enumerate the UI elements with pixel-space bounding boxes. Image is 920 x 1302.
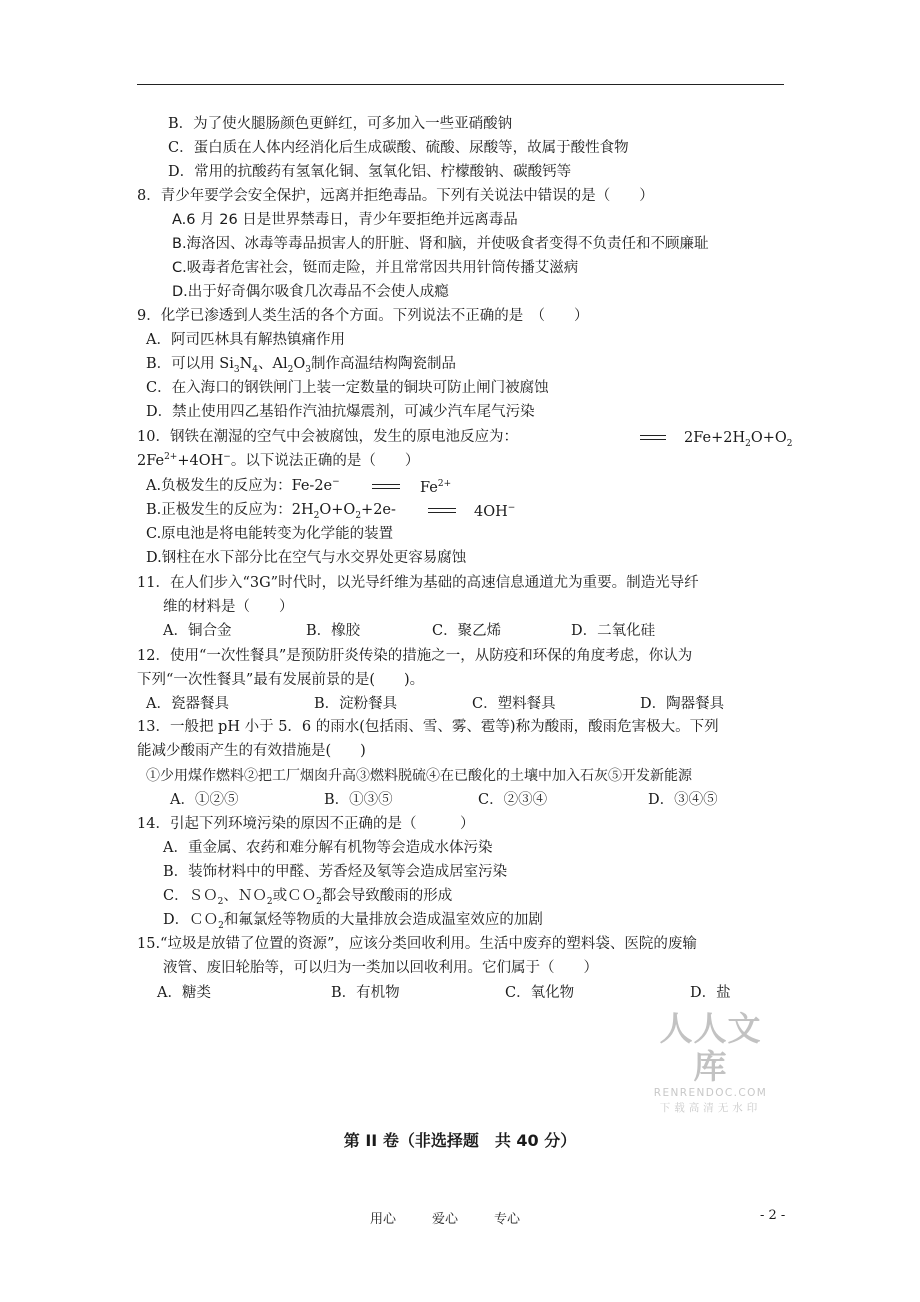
q13-option-c: C．②③④	[478, 792, 548, 808]
page-number: - 2 -	[760, 1208, 786, 1223]
q13-stem: 13．一般把 pH 小于 5．6 的雨水(包括雨、雪、雾、雹等)称为酸雨，酸雨危害极大。下列	[137, 719, 719, 735]
q8-option-c: C.吸毒者危害社会，铤而走险，并且常常因共用针筒传播艾滋病	[172, 260, 579, 276]
q14-stem: 14．引起下列环境污染的原因不正确的是（ ）	[137, 816, 475, 832]
footer-word-2: 爱心	[432, 1212, 459, 1227]
equation-sign	[640, 435, 666, 440]
q13-option-d: D．③④⑤	[648, 792, 718, 808]
q11-option-a: A．铜合金	[163, 623, 232, 639]
q8-option-d: D.出于好奇偶尔吸食几次毒品不会使人成瘾	[172, 284, 449, 300]
section-title: 第 II 卷（非选择题 共 40 分）	[343, 1131, 577, 1150]
q12-option-a: A．瓷器餐具	[146, 696, 229, 712]
q15-option-c: C．氧化物	[505, 985, 575, 1001]
q14-option-c: C．ＳＯ$_2$、ＮＯ$_2$或ＣＯ$_2$都会导致酸雨的形成	[163, 888, 453, 907]
q13-stem-line2: 能减少酸雨产生的有效措施是( )	[137, 743, 366, 759]
q12-option-c: C．塑料餐具	[472, 696, 556, 712]
q15-stem: 15.“垃圾是放错了位置的资源”，应该分类回收利用。生活中废弃的塑料袋、医院的废输	[137, 936, 697, 952]
q13-measures: ①少用煤作燃料②把工厂烟囱升高③燃料脱硫④在已酸化的土壤中加入石灰⑤开发新能源	[146, 768, 692, 784]
watermark	[648, 1010, 773, 1116]
header-rule	[137, 84, 784, 85]
q11-option-c: C．聚乙烯	[432, 623, 502, 639]
watermark-url: RENRENDOC.COM	[653, 1087, 768, 1099]
q13-option-b: B．①③⑤	[324, 792, 393, 808]
q10-option-d: D.钢柱在水下部分比在空气与水交界处更容易腐蚀	[146, 550, 467, 566]
q13-option-a: A．①②⑤	[170, 792, 239, 808]
q10-option-b-product: 4OH−	[474, 503, 516, 520]
q11-option-b: B．橡胶	[306, 623, 361, 639]
q12-stem: 12．使用“一次性餐具”是预防肝炎传染的措施之一，从防疫和环保的角度考虑，你认为	[137, 648, 693, 664]
q12-option-b: B．淀粉餐具	[314, 696, 398, 712]
q8-option-b: B.海洛因、冰毒等毒品损害人的肝脏、肾和脑，并使吸食者变得不负责任和不顾廉耻	[172, 236, 709, 252]
watermark-title: 人人文库	[659, 1009, 762, 1086]
footer-word-1: 用心	[370, 1212, 397, 1227]
equation-sign	[428, 508, 456, 513]
q15-stem-line2: 液管、废旧轮胎等，可以归为一类加以回收利用。它们属于（ ）	[163, 960, 598, 976]
q8-stem: 8．青少年要学会安全保护，远离并拒绝毒品。下列有关说法中错误的是（ ）	[137, 188, 654, 204]
q10-option-a: A.负极发生的反应为：Fe-2e−	[146, 477, 340, 494]
q15-option-a: A．糖类	[157, 985, 211, 1001]
q12-option-d: D．陶器餐具	[640, 696, 725, 712]
q10-option-a-product: $Fe^{2+}$	[420, 479, 452, 496]
q9-option-d: D．禁止使用四乙基铅作汽油抗爆震剂，可减少汽车尾气污染	[146, 404, 535, 420]
q10-option-b: B.正极发生的反应为：$2H_2O+O_2+2e-$	[146, 502, 396, 521]
q8-option-a: A.6 月 26 日是世界禁毒日，青少年要拒绝并远离毒品	[172, 212, 518, 228]
q10-option-c: C.原电池是将电能转变为化学能的装置	[146, 526, 394, 542]
q9-option-a: A．阿司匹林具有解热镇痛作用	[146, 332, 345, 348]
q9-option-b: B．可以用 $Si_3N_4$、$Al_2O_3$制作高温结构陶瓷制品	[146, 356, 456, 375]
q11-stem: 11．在人们步入“3G”时代时，以光导纤维为基础的高速信息通道尤为重要。制造光导纤	[137, 575, 699, 591]
q15-option-b: B．有机物	[331, 985, 400, 1001]
q9-option-c: C．在入海口的钢铁闸门上装一定数量的铜块可防止闸门被腐蚀	[146, 380, 549, 396]
q15-option-d: D．盐	[690, 985, 731, 1001]
q7-option-d: D．常用的抗酸药有氢氧化铜、氢氧化铝、柠檬酸钠、碳酸钙等	[168, 164, 572, 180]
q11-option-d: D．二氧化硅	[571, 623, 656, 639]
q14-option-a: A．重金属、农药和难分解有机物等会造成水体污染	[163, 840, 493, 856]
equation-sign	[372, 484, 400, 489]
q10-stem-line2: $2Fe^{2+}+4OH^-$。以下说法正确的是（ ）	[137, 452, 420, 469]
q14-option-d: D．ＣＯ$_2$和氟氯烃等物质的大量排放会造成温室效应的加剧	[163, 912, 543, 931]
q10-equation-products: $2Fe+2H_2O+O_2$	[684, 430, 793, 449]
q14-option-b: B．装饰材料中的甲醛、芳香烃及氡等会造成居室污染	[163, 864, 508, 880]
footer-word-3: 专心	[494, 1212, 521, 1227]
q12-stem-line2: 下列“一次性餐具”最有发展前景的是( )。	[137, 672, 425, 688]
q10-stem: 10．钢铁在潮湿的空气中会被腐蚀，发生的原电池反应为：	[137, 429, 518, 445]
q7-option-b: B．为了使火腿肠颜色更鲜红，可多加入一些亚硝酸钠	[168, 116, 513, 132]
q7-option-c: C．蛋白质在人体内经消化后生成碳酸、硫酸、尿酸等，故属于酸性食物	[168, 140, 629, 156]
q11-stem-line2: 维的材料是（ ）	[163, 599, 294, 615]
watermark-subtitle: 下载高清无水印	[659, 1102, 762, 1114]
q9-stem: 9．化学已渗透到人类生活的各个方面。下列说法不正确的是 （ ）	[137, 308, 589, 324]
